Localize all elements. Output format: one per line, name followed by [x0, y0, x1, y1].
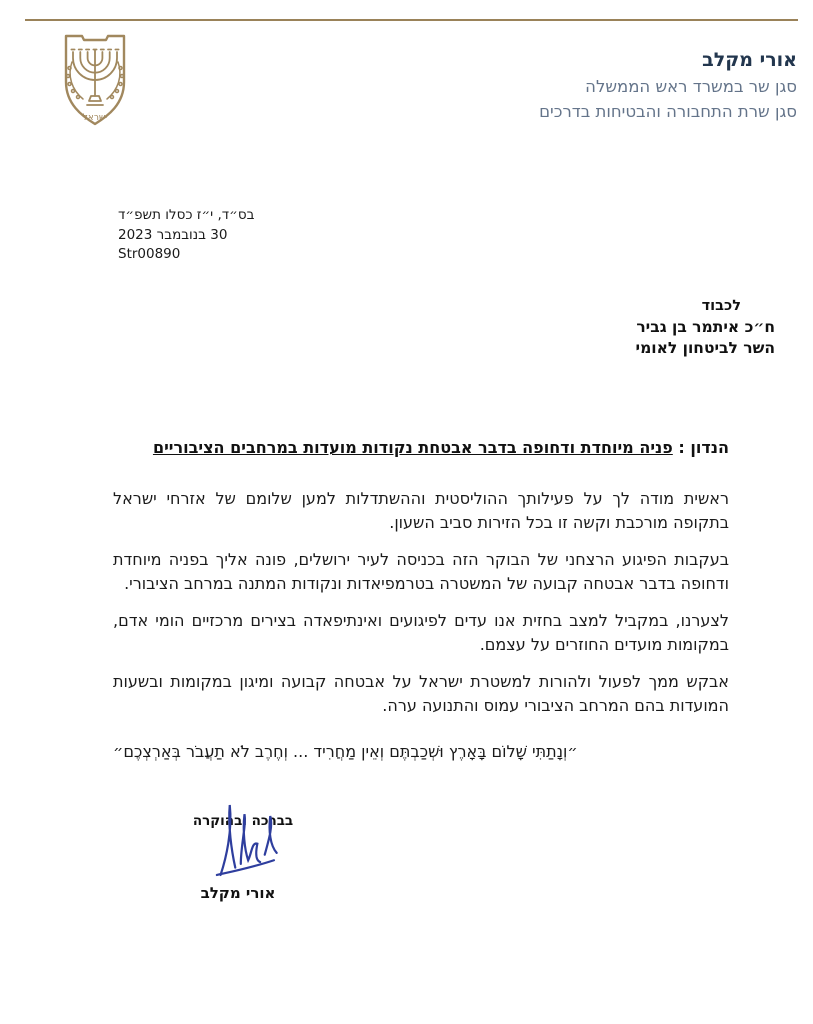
letterhead-divider [25, 19, 798, 21]
sender-title-1: סגן שר במשרד ראש הממשלה [585, 77, 797, 96]
body-paragraph: אבקש ממך לפעול ולהורות למשטרת ישראל על אבטחה קבועה ומיגון במקומות ובשעות המועדות בהם המרחב הציבורי עמוס והתנועה ערה. [113, 672, 729, 715]
sender-title-2: סגן שרת התחבורה והבטיחות בדרכים [539, 102, 797, 121]
emblem-caption: ישראל [82, 113, 108, 123]
date-block [118, 206, 254, 265]
addressee-salutation: לכבוד [701, 298, 741, 314]
sender-name: אורי מקלב [702, 49, 797, 71]
subject-label: הנדון : [678, 438, 729, 457]
reference-number: Str00890 [118, 246, 181, 262]
israel-emblem-icon [58, 30, 132, 132]
signatory-name: אורי מקלב [200, 884, 276, 902]
addressee-block [636, 296, 776, 359]
gregorian-date: 30 בנובמבר 2023 [118, 226, 228, 243]
subject-line [100, 438, 729, 457]
body-paragraph: בעקבות הפיגוע הרצחני של הבוקר הזה בכניסה לעיר ירושלים, פונה אליך בפניה מיוחדת ודחופה בדבר אבטחה קבועה של המשטרה בטרמפיאדות ונקודות המתנה במרחב הציבורי. [113, 550, 729, 593]
body-paragraph: ראשית מודה לך על פעילותך ההוליסטית וההשתדלות למען שלומם של אזרחי ישראל בתקופה מורכבת וקשה זו בכל הזירות סביב השעון. [113, 489, 729, 532]
scripture-quote: ״וְנָתַתִּי שָׁלוֹם בָּאָרֶץ וּשְׁכַבְתֶּם וְאֵין מַחֲרִיד ... וְחֶרֶב לֹא תַעֲבֹר בְּאַרְצְכֶם״ [113, 742, 578, 761]
closing-line: בברכה ובהוקרה [192, 813, 294, 829]
signature-block [176, 812, 310, 902]
handwritten-signature [204, 792, 296, 888]
addressee-role: השר לביטחון לאומי [635, 339, 775, 357]
letter-body [113, 487, 729, 764]
body-paragraph: לצערנו, במקביל למצב בחזית אנו עדים לפיגועים ואינתיפאדה בצירים מרכזיים הומי אדם, במקומות מועדים החוזרים על עצמם. [113, 611, 729, 654]
subject-text: פניה מיוחדת ודחופה בדבר אבטחת נקודות מועדות במרחבים הציבוריים [152, 438, 673, 457]
hebrew-date: בס״ד, י״ז כסלו תשפ״ד [118, 207, 255, 223]
addressee-name: ח״כ איתמר בן גביר [636, 318, 775, 336]
sender-block [539, 46, 797, 124]
